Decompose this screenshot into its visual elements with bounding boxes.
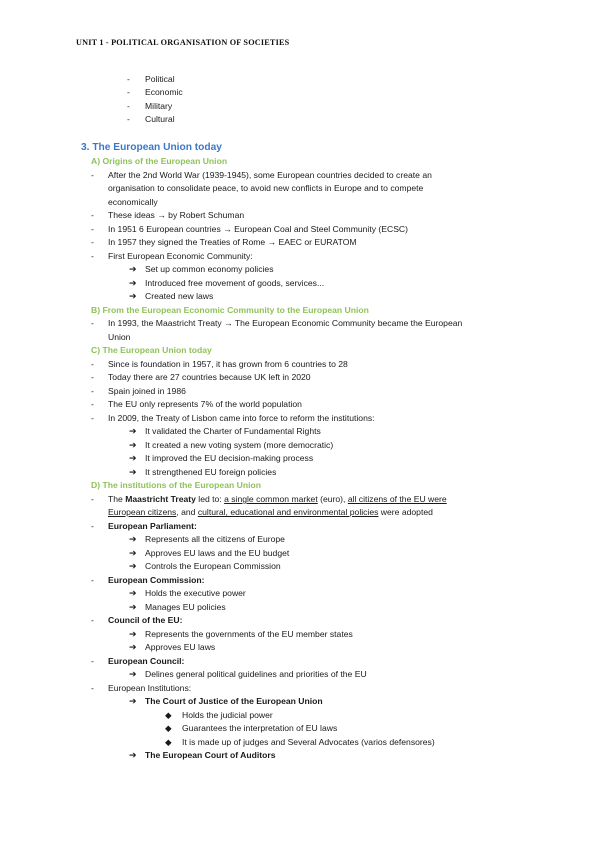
list-item: Political (145, 74, 175, 84)
parliament-heading: European Parliament: (108, 521, 197, 531)
dash-bullet: - (91, 224, 94, 234)
subsection-heading-c: C) The European Union today (91, 345, 212, 355)
arrow-bullet-icon: ➔ (129, 467, 137, 477)
court-of-auditors-heading: The European Court of Auditors (145, 750, 276, 760)
dash-bullet: - (91, 318, 94, 328)
sub-bullet-text: Controls the European Commission (145, 561, 281, 571)
bullet-text: organisation to consolidate peace, to avoid new conflicts in Europe and to compete (108, 183, 424, 193)
dash-bullet: - (91, 237, 94, 247)
dash-bullet: - (91, 170, 94, 180)
dash-bullet: - (91, 399, 94, 409)
sub-bullet-text: Set up common economy policies (145, 264, 274, 274)
dash-bullet: - (91, 615, 94, 625)
commission-heading: European Commission: (108, 575, 205, 585)
dash-bullet: - (91, 372, 94, 382)
bullet-text: The EU only represents 7% of the world population (108, 399, 302, 409)
dash-bullet: - (91, 521, 94, 531)
arrow-bullet-icon: ➔ (129, 750, 137, 760)
sub-bullet-text: Approves EU laws and the EU budget (145, 548, 290, 558)
arrow-bullet-icon: ➔ (129, 602, 137, 612)
maastricht-line: The Maastricht Treaty led to: a single common market (euro), all citizens of the EU were (108, 494, 447, 504)
arrow-bullet-icon: ➔ (129, 453, 137, 463)
diamond-bullet-icon: ◆ (165, 737, 172, 747)
subsection-heading-a: A) Origins of the European Union (91, 156, 228, 166)
sub-bullet-text: Manages EU policies (145, 602, 226, 612)
sub-bullet-text: Approves EU laws (145, 642, 216, 652)
sub-bullet-text: Introduced free movement of goods, services... (145, 278, 325, 288)
arrow-bullet-icon: ➔ (129, 696, 137, 706)
sub-bullet-text: It strengthened EU foreign policies (145, 467, 277, 477)
arrow-bullet-icon: ➔ (129, 561, 137, 571)
sub-bullet-text: Delines general political guidelines and priorities of the EU (145, 669, 367, 679)
sub-sub-bullet-text: Holds the judicial power (182, 710, 273, 720)
subsection-heading-b: B) From the European Economic Community to the European Union (91, 305, 369, 315)
dash-bullet: - (127, 101, 130, 111)
list-item: Economic (145, 87, 183, 97)
bullet-text: Union (108, 332, 131, 342)
sub-bullet-text: It improved the EU decision-making process (145, 453, 314, 463)
dash-bullet: - (91, 413, 94, 423)
sub-sub-bullet-text: Guarantees the interpretation of EU laws (182, 723, 338, 733)
sub-sub-bullet-text: It is made up of judges and Several Advocates (varios defensores) (182, 737, 435, 747)
arrow-bullet-icon: ➔ (129, 669, 137, 679)
arrow-bullet-icon: ➔ (129, 440, 137, 450)
council-heading: Council of the EU: (108, 615, 183, 625)
sub-bullet-text: Represents the governments of the EU member states (145, 629, 353, 639)
list-item: Cultural (145, 114, 175, 124)
dash-bullet: - (127, 114, 130, 124)
dash-bullet: - (91, 494, 94, 504)
dash-bullet: - (127, 87, 130, 97)
arrow-bullet-icon: ➔ (129, 534, 137, 544)
european-council-heading: European Council: (108, 656, 185, 666)
arrow-bullet-icon: ➔ (129, 642, 137, 652)
arrow-bullet-icon: ➔ (129, 588, 137, 598)
bullet-text: After the 2nd World War (1939-1945), some European countries decided to create an (108, 170, 432, 180)
arrow-bullet-icon: ➔ (129, 548, 137, 558)
arrow-bullet-icon: ➔ (129, 629, 137, 639)
dash-bullet: - (91, 683, 94, 693)
bullet-text: These ideas → by Robert Schuman (108, 210, 245, 220)
bullet-text: In 1957 they signed the Treaties of Rome → EAEC or EURATOM (108, 237, 357, 247)
dash-bullet: - (91, 210, 94, 220)
arrow-bullet-icon: ➔ (129, 291, 137, 301)
sub-bullet-text: Holds the executive power (145, 588, 246, 598)
dash-bullet: - (91, 359, 94, 369)
diamond-bullet-icon: ◆ (165, 710, 172, 720)
dash-bullet: - (91, 386, 94, 396)
bullet-text: First European Economic Community: (108, 251, 253, 261)
diamond-bullet-icon: ◆ (165, 723, 172, 733)
bullet-text: Spain joined in 1986 (108, 386, 186, 396)
arrow-bullet-icon: ➔ (129, 264, 137, 274)
dash-bullet: - (91, 575, 94, 585)
sub-bullet-text: It created a new voting system (more democratic) (145, 440, 334, 450)
list-item: Military (145, 101, 173, 111)
court-of-justice-heading: The Court of Justice of the European Union (145, 696, 323, 706)
maastricht-line-2: European citizens, and cultural, educational and environmental policies were adopted (108, 507, 433, 517)
dash-bullet: - (127, 74, 130, 84)
bullet-text: Today there are 27 countries because UK left in 2020 (108, 372, 311, 382)
bullet-text: economically (108, 197, 158, 207)
dash-bullet: - (91, 656, 94, 666)
page-header: UNIT 1 - POLITICAL ORGANISATION OF SOCIETIES (76, 38, 290, 47)
section-heading: 3. The European Union today (81, 142, 222, 153)
bullet-text: In 2009, the Treaty of Lisbon came into force to reform the institutions: (108, 413, 375, 423)
arrow-bullet-icon: ➔ (129, 278, 137, 288)
sub-bullet-text: It validated the Charter of Fundamental Rights (145, 426, 321, 436)
sub-bullet-text: Created new laws (145, 291, 214, 301)
subsection-heading-d: D) The institutions of the European Union (91, 480, 261, 490)
bullet-text: In 1993, the Maastricht Treaty → The European Economic Community became the European (108, 318, 463, 328)
institutions-heading: European Institutions: (108, 683, 192, 693)
bullet-text: Since is foundation in 1957, it has grown from 6 countries to 28 (108, 359, 348, 369)
arrow-bullet-icon: ➔ (129, 426, 137, 436)
dash-bullet: - (91, 251, 94, 261)
bullet-text: In 1951 6 European countries → European Coal and Steel Community (ECSC) (108, 224, 408, 234)
sub-bullet-text: Represents all the citizens of Europe (145, 534, 285, 544)
